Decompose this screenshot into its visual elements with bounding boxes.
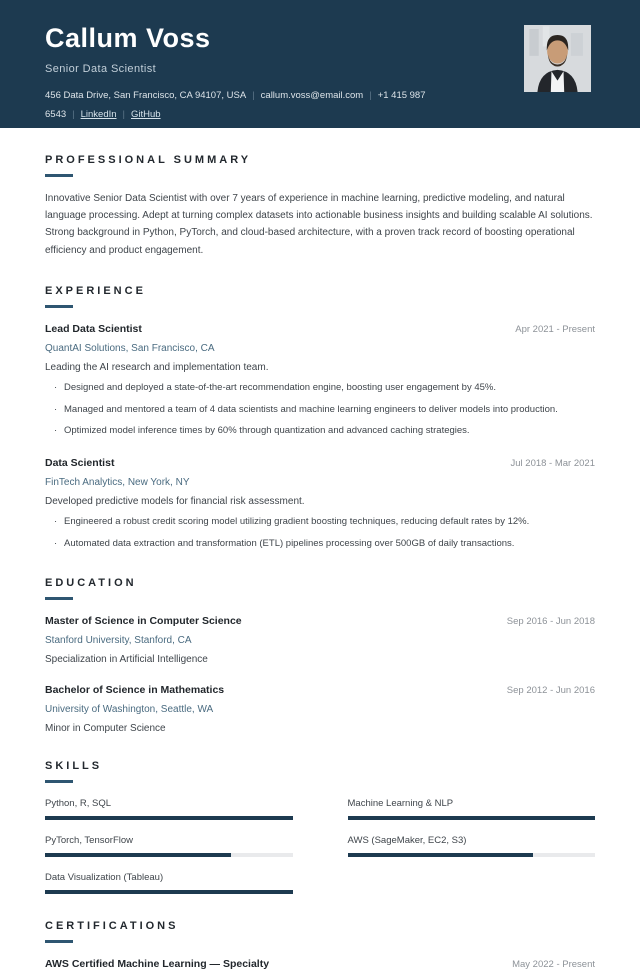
school-name: Stanford University, Stanford, CA: [45, 634, 192, 646]
education-note: Specialization in Artificial Intelligence: [45, 653, 208, 665]
contact-line: [45, 87, 523, 124]
certifications-heading-underline: [45, 940, 73, 943]
job-company: FinTech Analytics, New York, NY: [45, 477, 190, 489]
contact-separator: |: [252, 90, 255, 101]
certification-list: [45, 958, 595, 970]
contact-link-linkedin[interactable]: LinkedIn: [80, 108, 117, 120]
experience-entry-header: [45, 323, 595, 335]
job-dates: Jul 2018 - Mar 2021: [510, 458, 595, 470]
education-entry-header: [45, 615, 595, 627]
education-list: [45, 615, 595, 734]
contact-item: callum.voss@email.com: [260, 90, 364, 101]
skills-column-right: [348, 783, 596, 894]
certification-entry: [45, 958, 595, 970]
summary-heading: PROFESSIONAL SUMMARY: [45, 154, 252, 166]
experience-entry-header: [45, 457, 595, 469]
skills-column-left: [45, 783, 293, 894]
skill-bar-fill: [45, 816, 293, 820]
job-dates: Apr 2021 - Present: [515, 323, 595, 335]
contact-item: 456 Data Drive, San Francisco, CA 94107, USA: [45, 90, 247, 101]
education-note: Minor in Computer Science: [45, 722, 166, 734]
job-description: Leading the AI research and implementation team.: [45, 361, 269, 373]
job-bullet: · Engineered a robust credit scoring model utilizing gradient boosting techniques, reducing default rates by 12%.: [45, 515, 595, 529]
job-bullet: · Optimized model inference times by 60% through quantization and advanced caching strategies.: [45, 424, 595, 438]
education-dates: Sep 2016 - Jun 2018: [506, 615, 595, 627]
skill-label: Python, R, SQL: [45, 797, 112, 809]
job-bullet: · Managed and mentored a team of 4 data scientists and machine learning engineers to deliver models into production.: [45, 403, 595, 417]
education-dates: Sep 2012 - Jun 2016: [506, 684, 595, 696]
experience-heading: EXPERIENCE: [45, 284, 146, 297]
skills-heading: SKILLS: [45, 759, 103, 772]
job-title: Senior Data Scientist: [45, 63, 157, 75]
certification-name: AWS Certified Machine Learning — Specialty: [45, 957, 270, 970]
profile-photo: [524, 25, 591, 92]
certification-dates: May 2022 - Present: [512, 958, 595, 970]
skill-label: PyTorch, TensorFlow: [45, 834, 133, 846]
contact-separator: |: [369, 90, 372, 101]
section-education: [45, 577, 595, 734]
skill-label: AWS (SageMaker, EC2, S3): [347, 834, 467, 846]
experience-list: [45, 323, 595, 551]
job-bullet: · Designed and deployed a state-of-the-art recommendation engine, boosting user engagement by 45%.: [45, 381, 595, 395]
experience-entry: [45, 323, 595, 438]
certification-entry-header: [45, 958, 595, 970]
skill-item: [348, 835, 596, 857]
degree-title: Master of Science in Computer Science: [45, 614, 242, 627]
header: [0, 0, 640, 128]
section-experience: [45, 285, 595, 551]
skill-item: [45, 835, 293, 857]
skill-bar-track: [348, 853, 596, 857]
education-entry: [45, 615, 595, 665]
skill-label: Data Visualization (Tableau): [45, 871, 164, 883]
skills-grid: [45, 783, 595, 894]
contact-separator: |: [72, 108, 75, 120]
job-title: Lead Data Scientist: [45, 322, 142, 335]
education-entry-header: [45, 684, 595, 696]
skill-bar-track: [45, 853, 293, 857]
skill-item: [45, 872, 293, 894]
contact-item: +1 415 987 6543: [45, 90, 426, 120]
job-description: Developed predictive models for financial risk assessment.: [45, 496, 305, 508]
job-bullet: · Automated data extraction and transformation (ETL) pipelines processing over 500GB of daily transactions.: [45, 537, 595, 551]
section-certifications: [45, 920, 595, 970]
skill-bar-fill: [45, 853, 231, 857]
contact-link-github[interactable]: GitHub: [131, 108, 161, 120]
skill-label: Machine Learning & NLP: [347, 797, 454, 809]
summary-text: Innovative Senior Data Scientist with over 7 years of experience in machine learning, predictive modeling, and natural language processing. Adept at turning complex datasets into actionable business insights and building scalable AI solutions. Strong background in Python, PyTorch, and cloud-based architecture, with a proven track record of boosting operational efficiency and product engagement.: [45, 193, 593, 256]
job-bullet-list: [45, 515, 595, 551]
education-entry: [45, 684, 595, 734]
profile-photo-illustration: [524, 25, 591, 92]
degree-title: Bachelor of Science in Mathematics: [45, 683, 225, 696]
section-summary: [45, 154, 595, 259]
skill-bar-track: [45, 816, 293, 820]
skill-bar-fill: [348, 853, 534, 857]
job-title: Data Scientist: [45, 457, 115, 470]
section-skills: [45, 760, 595, 894]
education-heading: EDUCATION: [45, 576, 137, 589]
skill-bar-fill: [45, 890, 293, 894]
contact-separator: |: [122, 108, 125, 120]
skill-bar-track: [348, 816, 596, 820]
skill-item: [45, 798, 293, 820]
education-heading-underline: [45, 597, 73, 600]
experience-entry: [45, 457, 595, 551]
certifications-heading: CERTIFICATIONS: [45, 919, 179, 932]
skill-bar-fill: [348, 816, 596, 820]
experience-heading-underline: [45, 305, 73, 308]
resume-body: [0, 154, 640, 970]
person-name: Callum Voss: [45, 23, 211, 53]
summary-heading-underline: [45, 174, 73, 177]
skill-item: [348, 798, 596, 820]
job-bullet-list: [45, 381, 595, 438]
school-name: University of Washington, Seattle, WA: [45, 703, 214, 715]
skill-bar-track: [45, 890, 293, 894]
job-company: QuantAI Solutions, San Francisco, CA: [45, 342, 215, 354]
